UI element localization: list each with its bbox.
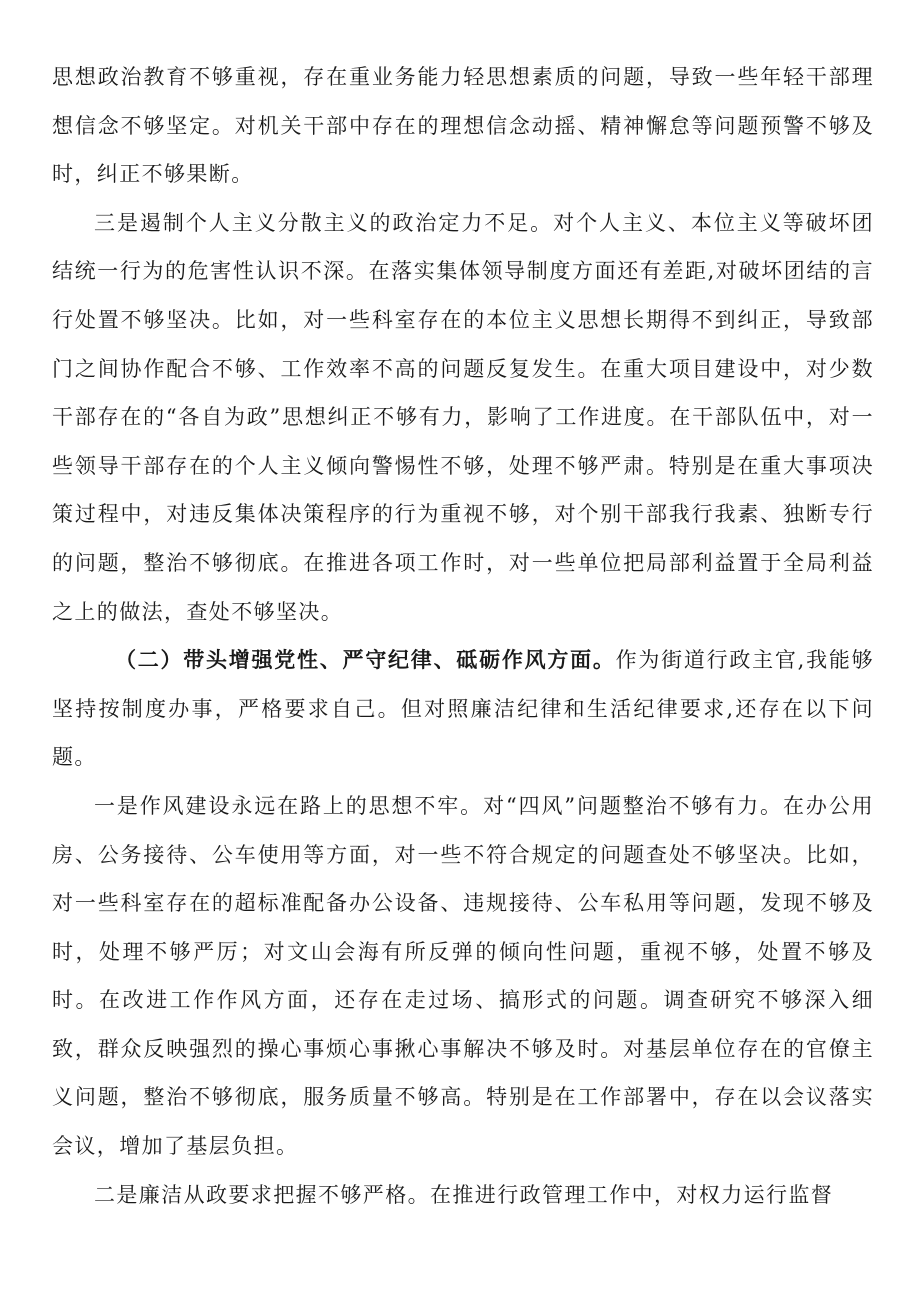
paragraph-text: 二是廉洁从政要求把握不够严格。在推进行政管理工作中，对权力运行监督 [94, 1182, 834, 1207]
paragraph-point-two [52, 1171, 874, 1220]
document-page [52, 53, 874, 1219]
paragraph-text: 三是遏制个人主义分散主义的政治定力不足。对个人主义、本位主义等破坏团结统一行为的危害性认识不深。在落实集体领导制度方面还有差距,对破坏团结的言行处置不够坚决。比如，对一些科室存在的本位主义思想长期得不到纠正，导致部门之间协作配合不够、工作效率不高的问题反复发生。在重大项目建设中，对少数干部存在的“各自为政”思想纠正不够有力，影响了工作进度。在干部队伍中，对一些领导干部存在的个人主义倾向警惕性不够，处理不够严肃。特别是在重大事项决策过程中，对违反集体决策程序的行为重视不够，对个别干部我行我素、独断专行的问题，整治不够彻底。在推进各项工作时，对一些单位把局部利益置于全局利益之上的做法，查处不够坚决。 [52, 210, 874, 624]
section-heading: （二）带头增强党性、严守纪律、砥砺作风方面。 [115, 647, 616, 673]
paragraph-text: 思想政治教育不够重视，存在重业务能力轻思想素质的问题，导致一些年轻干部理想信念不够坚定。对机关干部中存在的理想信念动摇、精神懈怠等问题预警不够及时，纠正不够果断。 [52, 65, 874, 187]
paragraph-continuation [52, 53, 874, 199]
paragraph-text: 作为街道行政主官,我能够坚持按制度办事，严格要求自己。但对照廉洁纪律和生活纪律要求,还存在以下问题。 [52, 648, 874, 770]
paragraph-point-one [52, 782, 874, 1171]
paragraph-point-three [52, 199, 874, 636]
paragraph-section-two [52, 636, 874, 782]
paragraph-text: 一是作风建设永远在路上的思想不牢。对“四风”问题整治不够有力。在办公用房、公务接待、公车使用等方面，对一些不符合规定的问题查处不够坚决。比如，对一些科室存在的超标准配备办公设备、违规接待、公车私用等问题，发现不够及时，处理不够严厉；对文山会海有所反弹的倾向性问题，重视不够，处置不够及时。在改进工作作风方面，还存在走过场、搞形式的问题。调查研究不够深入细致，群众反映强烈的操心事烦心事揪心事解决不够及时。对基层单位存在的官僚主义问题，整治不够彻底，服务质量不够高。特别是在工作部署中，存在以会议落实会议，增加了基层负担。 [52, 793, 874, 1159]
